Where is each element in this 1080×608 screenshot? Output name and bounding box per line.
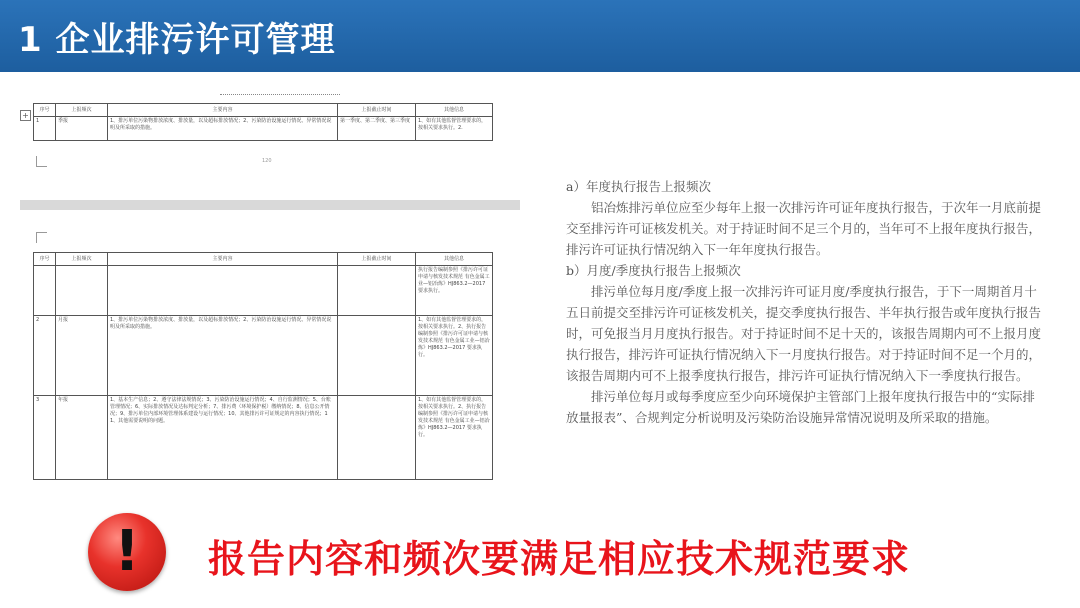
- table-cell: [338, 396, 416, 480]
- table-cell: [338, 266, 416, 316]
- table-cell: 执行报告编制参照《排污许可证申请与核发技术规范 有色金属工业—铝冶炼》HJ863.2—2017 要求执行。: [416, 266, 493, 316]
- table-cell: 1: [34, 117, 56, 141]
- table-row: [34, 266, 493, 316]
- table-row: [34, 117, 493, 141]
- heading-monthly-quarterly-report: b）月度/季度执行报告上报频次: [566, 263, 741, 278]
- table-row: [34, 396, 493, 480]
- table-cell: 2: [34, 316, 56, 396]
- header-bar: [0, 0, 1080, 72]
- table-header-cell: 上报频次: [56, 104, 108, 117]
- page-separator: [20, 200, 520, 210]
- report-frequency-table-1: [33, 103, 493, 141]
- table-cell: 1、如有其他监督管理要求的，按相关要求执行。2、执行报告编制参照《排污许可证申请与核发技术规范 有色金属工业—铝冶炼》HJ863.2—2017 要求执行。: [416, 396, 493, 480]
- table-cell: 1、排污单位污染物排放浓度、排放量，以及超标排放情况；2、污染防治设施运行情况、异常情况说明及所采取的措施。: [108, 117, 338, 141]
- table-cell: [338, 316, 416, 396]
- table-header-cell: 上报截止时间: [338, 104, 416, 117]
- crop-mark-icon: [36, 156, 47, 167]
- table-move-handle-icon: +: [20, 110, 31, 121]
- table-header-cell: 序号: [34, 253, 56, 266]
- table-header-cell: 其他信息: [416, 253, 493, 266]
- header-marks: [220, 94, 340, 98]
- table-cell: 1、排污单位污染物排放浓度、排放量，以及超标排放情况；2、污染防治设施运行情况、异常情况说明及所采取的措施。: [108, 316, 338, 396]
- paragraph-monthly-quarterly-report: 排污单位每月度/季度上报一次排污许可证月度/季度执行报告，于下一周期首月十五日前提交至排污许可证核发机关，提交季度执行报告、半年执行报告或年度执行报告时，可免报当月月度执行报告。对于持证时间不足十天的，该报告周期内可不上报月度执行报告，排污许可证执行情况纳入下一月度执行报告。对于持证时间不足一个月的，该报告周期内可不上报季度执行报告，排污许可证执行情况纳入下一季度执行报告。: [566, 284, 1042, 383]
- table-cell: 季报: [56, 117, 108, 141]
- page-number: 120: [262, 158, 272, 164]
- table-header-row: [34, 253, 493, 266]
- heading-annual-report: a）年度执行报告上报频次: [566, 179, 711, 194]
- table-cell: [56, 266, 108, 316]
- table-header-cell: 主要内容: [108, 104, 338, 117]
- table-cell: 3: [34, 396, 56, 480]
- paragraph-annual-report: 铝冶炼排污单位应至少每年上报一次排污许可证年度执行报告，于次年一月底前提交至排污许可证核发机关。对于持证时间不足三个月的，当年可不上报年度执行报告，排污许可证执行情况纳入下一年年度执行报告。: [566, 200, 1042, 257]
- table-header-cell: 主要内容: [108, 253, 338, 266]
- table-header-cell: 上报截止时间: [338, 253, 416, 266]
- warning-message: 报告内容和频次要满足相应技术规范要求: [208, 537, 911, 581]
- table-cell: [108, 266, 338, 316]
- table-cell: 1、基本生产信息；2、遵守法律法规情况；3、污染防治设施运行情况；4、自行监测情况；5、台账管理情况；6、实际排放情况及达标判定分析；7、排污费（环境保护税）缴纳情况；8、信息公开情况；9、排污单位内部环境管理体系建设与运行情况；10、其他排污许可证规定的内容执行情况；11、其他需要说明的问题。: [108, 396, 338, 480]
- table-cell: 年报: [56, 396, 108, 480]
- table-cell: 1、如有其他监督管理要求的，按相关要求执行。2.: [416, 117, 493, 141]
- crop-mark-icon: [36, 232, 47, 243]
- exclamation-mark: !: [114, 519, 140, 584]
- table-cell: 第一季度、第二季度、第三季度: [338, 117, 416, 141]
- table-header-cell: 序号: [34, 104, 56, 117]
- report-frequency-table-2: [33, 252, 493, 480]
- table-cell: 月报: [56, 316, 108, 396]
- paragraph-submission-content: 排污单位每月或每季度应至少向环境保护主管部门上报年度执行报告中的“实际排放量报表”、合规判定分析说明及污染防治设施异常情况说明及所采取的措施。: [566, 389, 1035, 425]
- table-header-cell: 其他信息: [416, 104, 493, 117]
- table-header-row: [34, 104, 493, 117]
- page-title: 1 企业排污许可管理: [18, 20, 336, 60]
- table-cell: [34, 266, 56, 316]
- exclamation-icon: [88, 513, 166, 591]
- report-frequency-text: [566, 176, 1046, 428]
- table-row: [34, 316, 493, 396]
- table-header-cell: 上报频次: [56, 253, 108, 266]
- table-cell: 1、如有其他监督管理要求的，按相关要求执行。2、执行报告编制参照《排污许可证申请与核发技术规范 有色金属工业—铝冶炼》HJ863.2—2017 要求执行。: [416, 316, 493, 396]
